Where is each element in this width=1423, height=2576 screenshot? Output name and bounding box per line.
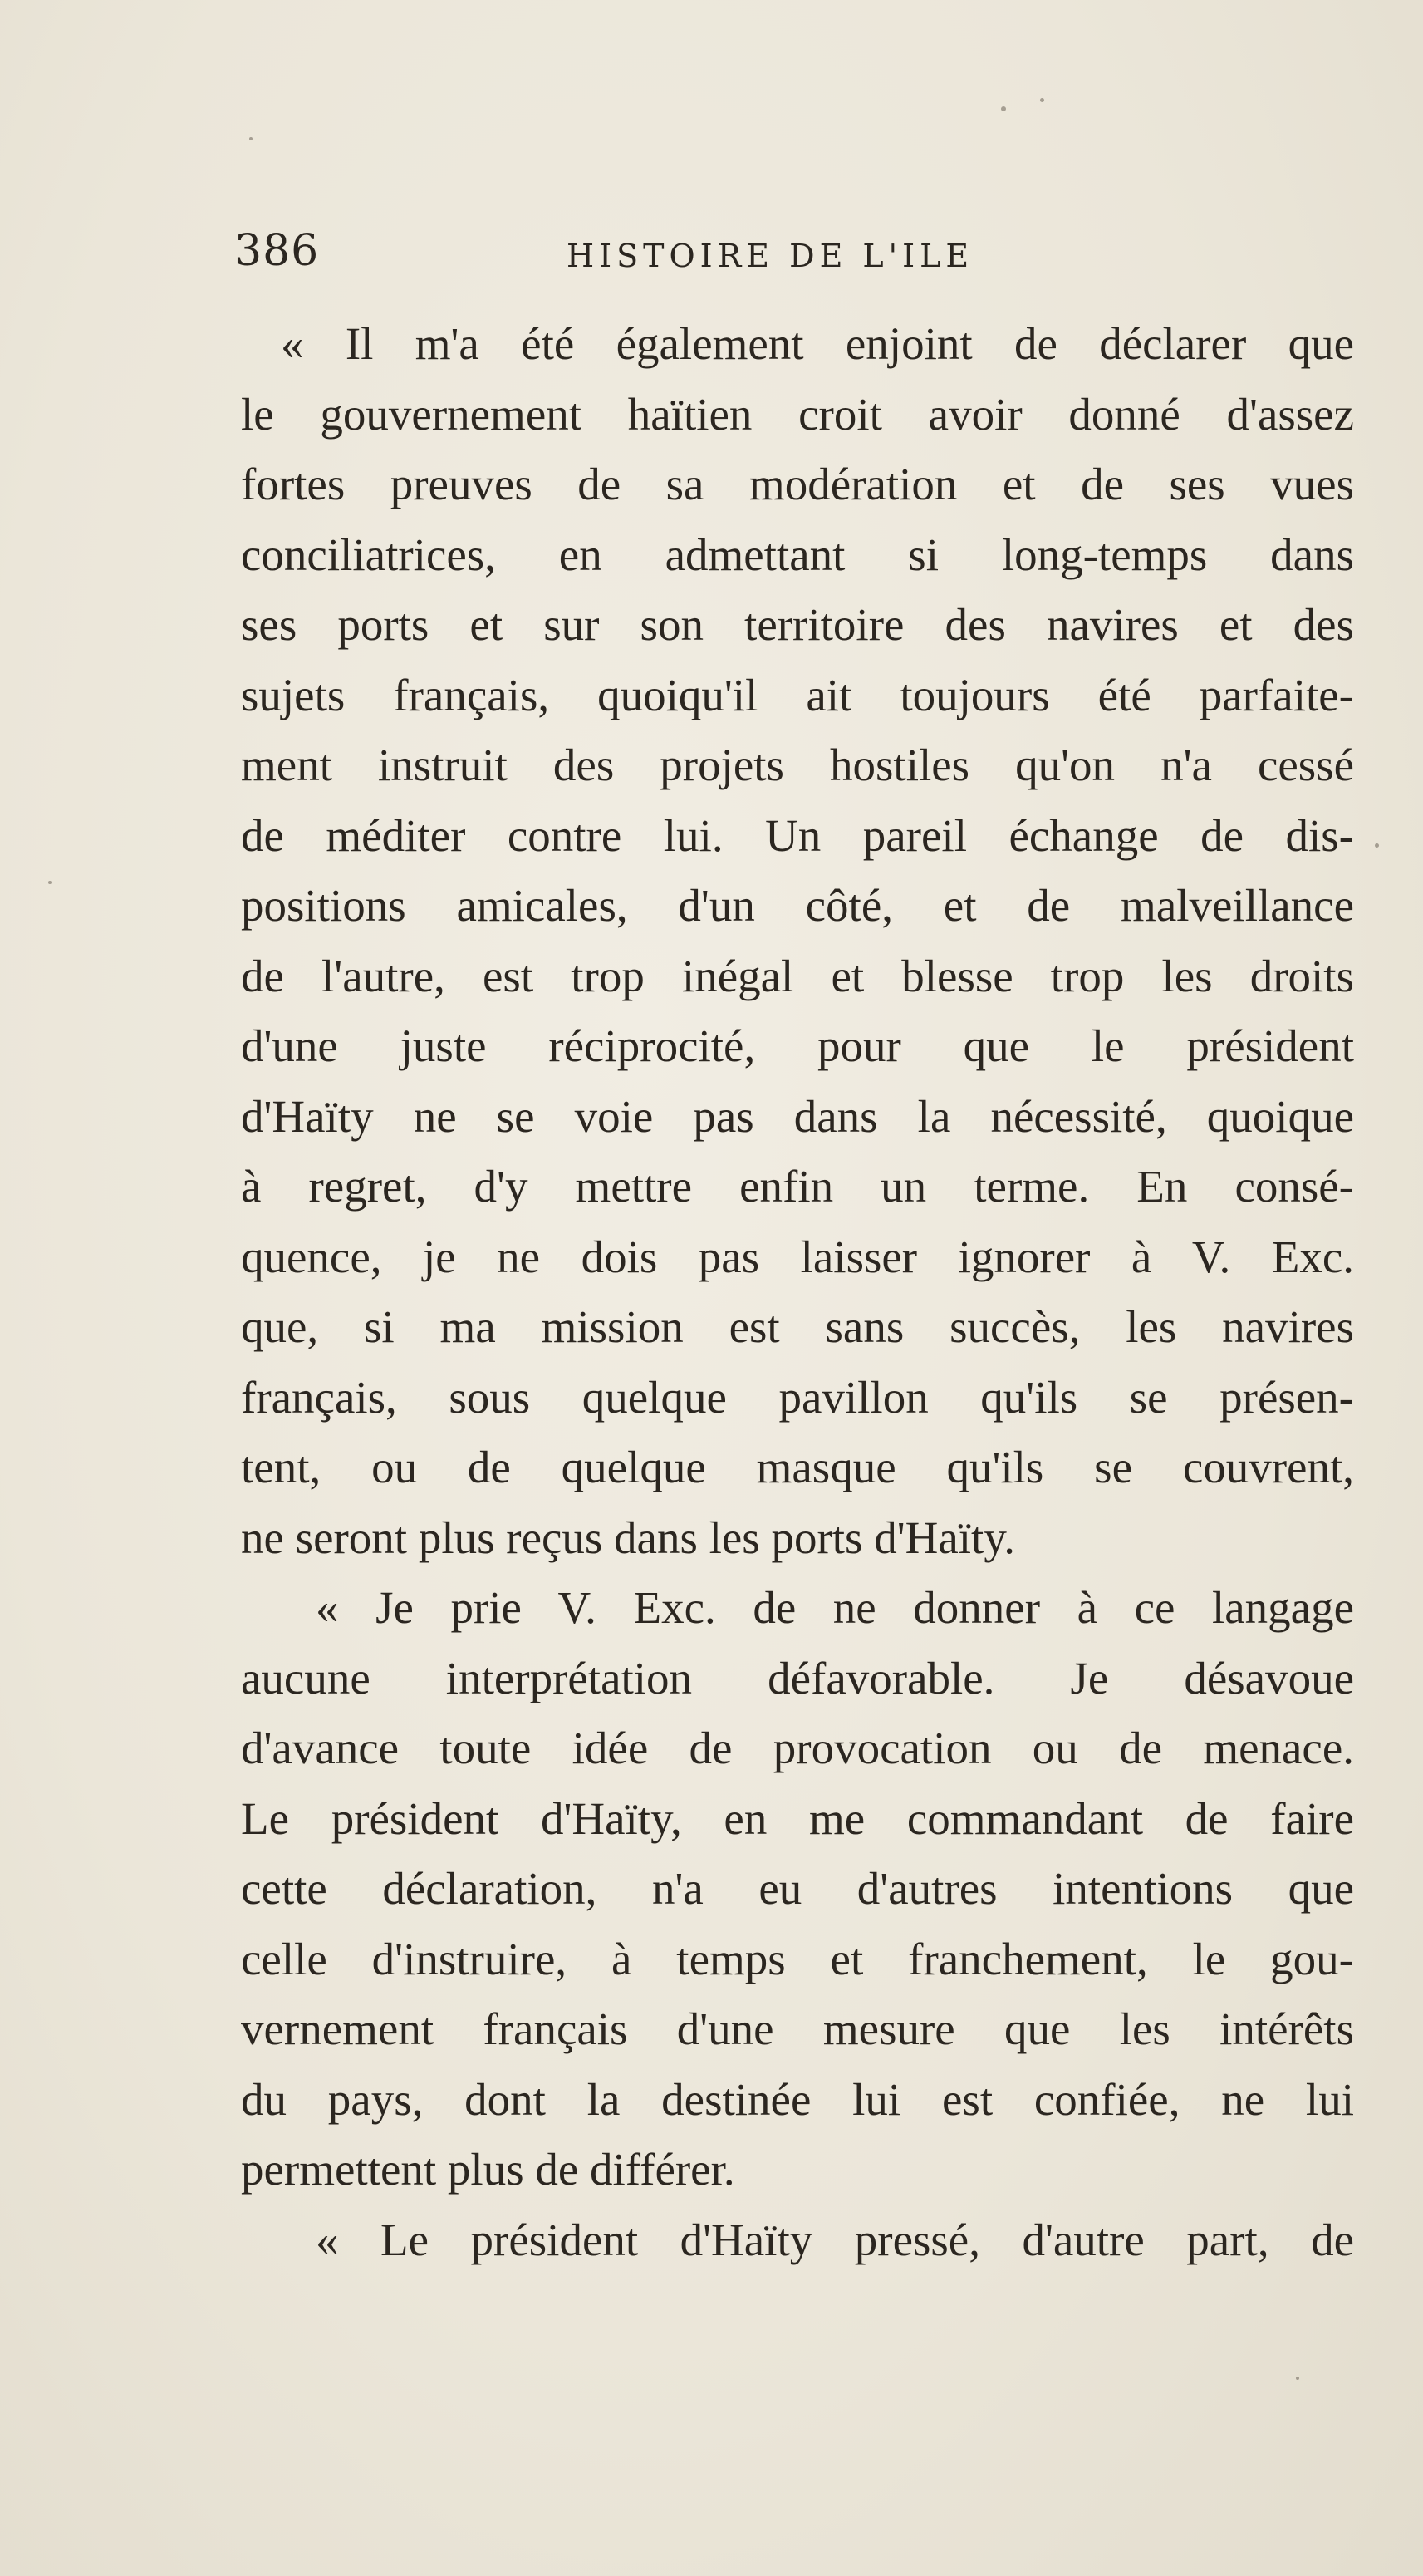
paper-speck [48, 881, 52, 884]
text-line: de méditer contre lui. Un pareil échange de dis- [241, 809, 1354, 861]
text-line: ses ports et sur son territoire des navires et des [241, 599, 1354, 650]
text-line: « Je prie V. Exc. de ne donner à ce langage [316, 1582, 1354, 1633]
running-title: HISTOIRE DE L'ILE [567, 238, 974, 274]
text-line: « Il m'a été également enjoint de déclarer que [281, 318, 1354, 369]
text-line: tent, ou de quelque masque qu'ils se couvrent, [241, 1442, 1354, 1492]
text-line: du pays, dont la destinée lui est confiée, ne lui [241, 2073, 1354, 2125]
running-header [234, 218, 1347, 284]
text-line: « Le président d'Haïty pressé, d'autre part, de [316, 2214, 1354, 2265]
text-line: d'une juste réciprocité, pour que le président [241, 1020, 1354, 1071]
paper-speck [249, 137, 253, 140]
text-line: vernement français d'une mesure que les intérêts [241, 2003, 1354, 2054]
text-line: permettent plus de différer. [241, 2144, 735, 2195]
page-number: 386 [234, 226, 320, 276]
text-line: conciliatrices, en admettant si long-temps dans [241, 528, 1354, 580]
text-line: de l'autre, est trop inégal et blesse trop les droits [241, 950, 1354, 1001]
text-line: positions amicales, d'un côté, et de malveillance [241, 880, 1354, 931]
text-line: aucune interprétation défavorable. Je désavoue [241, 1652, 1354, 1703]
text-line: fortes preuves de sa modération et de ses vues [241, 459, 1354, 509]
body-text [241, 309, 1354, 2275]
text-line: cette déclaration, n'a eu d'autres intentions que [241, 1863, 1354, 1914]
paper-speck [1375, 843, 1379, 848]
text-line: d'Haïty ne se voie pas dans la nécessité, quoique [241, 1090, 1354, 1142]
text-line: ne seront plus reçus dans les ports d'Haïty. [241, 1512, 1015, 1563]
paper-speck [1001, 106, 1006, 111]
text-line: d'avance toute idée de provocation ou de menace. [241, 1723, 1354, 1773]
paper-speck [1296, 2377, 1299, 2380]
text-line: Le président d'Haïty, en me commandant de faire [241, 1792, 1354, 1844]
paper-speck [1040, 98, 1044, 102]
text-line: français, sous quelque pavillon qu'ils se présen- [241, 1371, 1354, 1423]
text-line: ment instruit des projets hostiles qu'on n'a cessé [241, 740, 1354, 790]
text-line: celle d'instruire, à temps et franchement, le gou- [241, 1933, 1354, 1984]
text-line: quence, je ne dois pas laisser ignorer à V. Exc. [241, 1231, 1354, 1282]
text-line: que, si ma mission est sans succès, les navires [241, 1301, 1354, 1352]
text-line: le gouvernement haïtien croit avoir donné d'assez [241, 388, 1354, 440]
text-line: sujets français, quoiqu'il ait toujours été parfaite- [241, 669, 1354, 720]
text-line: à regret, d'y mettre enfin un terme. En consé- [241, 1161, 1354, 1212]
